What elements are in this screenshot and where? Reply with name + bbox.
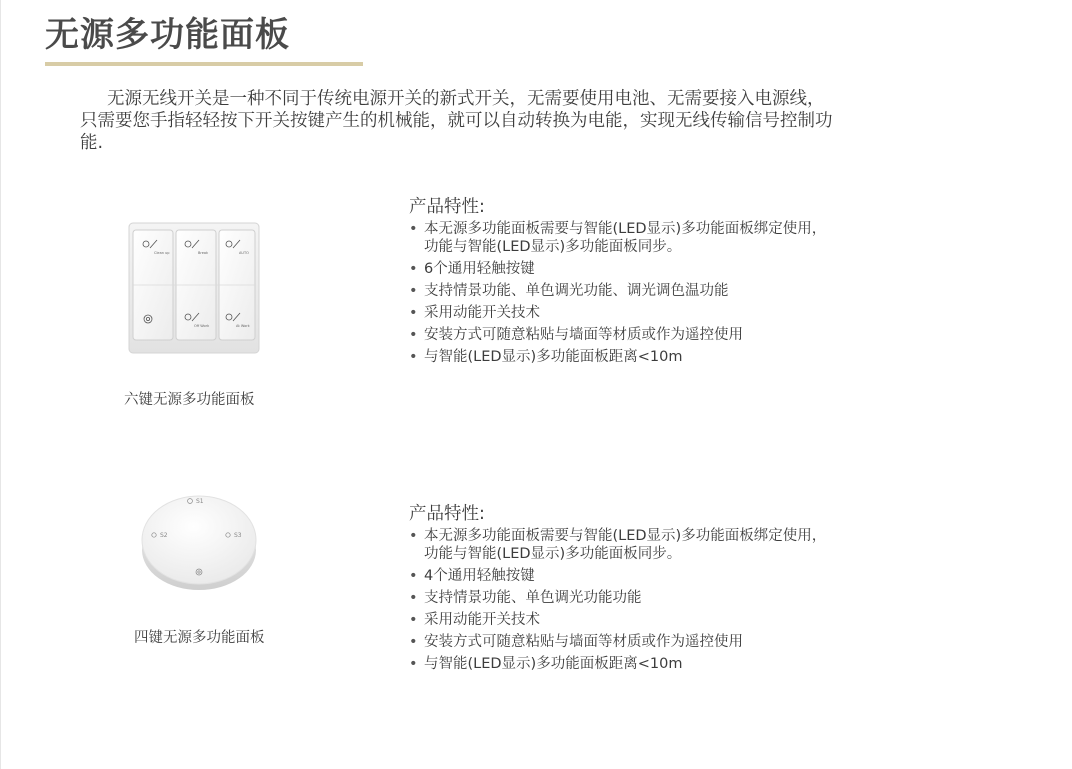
- bullet-icon: •: [409, 656, 418, 672]
- product-caption: 四键无源多功能面板: [134, 630, 265, 646]
- key-label-break: Break: [198, 251, 209, 255]
- six-key-panel-image: [128, 222, 260, 354]
- key-label-s2: S2: [160, 532, 168, 539]
- list-item: • 与智能(LED显示)多功能面板距离<10m: [409, 653, 829, 675]
- key-label-clean-up: Clean up: [154, 251, 170, 255]
- title-underline: [45, 62, 363, 66]
- bullet-icon: •: [409, 261, 418, 277]
- features-heading: 产品特性:: [409, 504, 485, 524]
- bullet-icon: •: [409, 327, 418, 343]
- list-item: • 本无源多功能面板需要与智能(LED显示)多功能面板绑定使用，功能与智能(LED显示)多功能面板同步。: [409, 525, 829, 565]
- key-label-auto: AUTO: [239, 251, 249, 255]
- bullet-icon: •: [409, 568, 418, 584]
- key-label-at-work: At Work: [236, 324, 250, 328]
- list-item: • 6个通用轻触按键: [409, 258, 829, 280]
- list-item: • 安装方式可随意粘贴与墙面等材质或作为遥控使用: [409, 324, 829, 346]
- key-label-off-work: Off Work: [194, 324, 210, 328]
- list-item: • 采用动能开关技术: [409, 609, 829, 631]
- list-item: • 4个通用轻触按键: [409, 565, 829, 587]
- list-item: • 与智能(LED显示)多功能面板距离<10m: [409, 346, 829, 368]
- bullet-icon: •: [409, 305, 418, 321]
- key-label-s3: S3: [234, 532, 242, 539]
- features-list: [409, 218, 829, 368]
- features-list: [409, 525, 829, 675]
- list-item: • 安装方式可随意粘贴与墙面等材质或作为遥控使用: [409, 631, 829, 653]
- intro-paragraph: 无源无线开关是一种不同于传统电源开关的新式开关，无需要使用电池、无需要接入电源线，只需要您手指轻轻按下开关按键产生的机械能，就可以自动转换为电能，实现无线传输信号控制功能.: [80, 89, 833, 153]
- list-item: • 支持情景功能、单色调光功能、调光调色温功能: [409, 280, 829, 302]
- bullet-icon: •: [409, 590, 418, 606]
- list-item: • 采用动能开关技术: [409, 302, 829, 324]
- product-caption: 六键无源多功能面板: [124, 392, 255, 408]
- list-item: • 支持情景功能、单色调光功能功能: [409, 587, 829, 609]
- page-title: 无源多功能面板: [45, 15, 290, 55]
- page-edge-line: [0, 0, 1, 769]
- bullet-icon: •: [409, 349, 418, 365]
- features-heading: 产品特性:: [409, 197, 485, 217]
- bullet-icon: •: [409, 528, 418, 544]
- bullet-icon: •: [409, 634, 418, 650]
- bullet-icon: •: [409, 221, 418, 237]
- key-label-s1: S1: [196, 498, 204, 505]
- bullet-icon: •: [409, 283, 418, 299]
- four-key-panel-image: [138, 488, 260, 594]
- bullet-icon: •: [409, 612, 418, 628]
- list-item: • 本无源多功能面板需要与智能(LED显示)多功能面板绑定使用，功能与智能(LED显示)多功能面板同步。: [409, 218, 829, 258]
